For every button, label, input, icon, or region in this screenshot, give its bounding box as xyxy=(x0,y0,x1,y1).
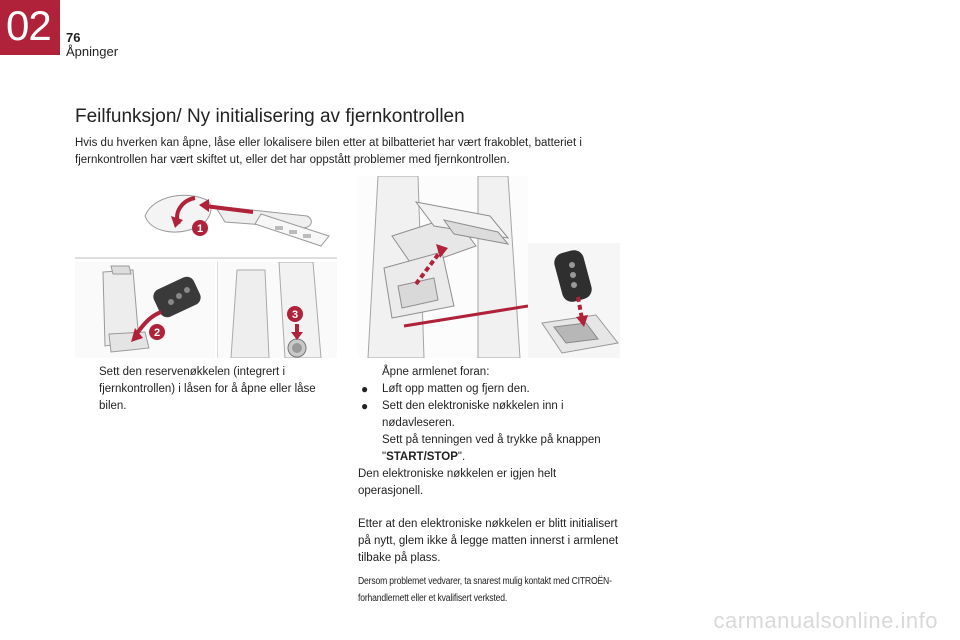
right-instructions xyxy=(358,364,620,607)
list-item xyxy=(358,381,620,398)
page-number: 76 xyxy=(66,30,81,45)
instruction-text-pre: Sett på tenningen ved å trykke på knappen " xyxy=(382,434,601,463)
dot-bullet-icon: ● xyxy=(361,399,369,413)
intro-paragraph: Hvis du hverken kan åpne, låse eller lokalisere bilen etter at bilbatteriet har vært frakoblet, batteriet i fjernkontrollen har vært skiftet ut, eller det har oppstått problemer med fjernkontrollen. xyxy=(75,137,582,166)
instruction-text: Løft opp matten og fjern den. xyxy=(382,383,530,395)
list-item xyxy=(358,398,620,432)
figure-start-button xyxy=(217,262,337,358)
list-item xyxy=(358,432,620,466)
instruction-text: Åpne armlenet foran: xyxy=(382,366,490,378)
left-instructions xyxy=(75,364,337,415)
instruction-text-post: ". xyxy=(457,451,466,463)
step-label-2: 2 xyxy=(153,327,161,339)
step-label-1: 1 xyxy=(196,223,204,235)
figure-key-in-lock xyxy=(75,262,215,358)
dot-bullet-icon: ● xyxy=(361,382,369,396)
step-label-3: 3 xyxy=(291,309,299,321)
result-paragraph: Den elektroniske nøkkelen er igjen helt operasjonell. xyxy=(358,468,557,497)
figure-key-removal xyxy=(75,176,337,260)
page-title: Feilfunksjon/ Ny initialisering av fjernkontrollen xyxy=(75,106,465,127)
chapter-number: 02 xyxy=(6,2,51,49)
figure-armrest xyxy=(358,176,528,358)
reminder-paragraph: Etter at den elektroniske nøkkelen er blitt initialisert på nytt, glem ikke å legge matten innerst i armlenet tilbake på plass. xyxy=(358,518,619,564)
figure-key-reader xyxy=(528,243,620,358)
chapter-tab xyxy=(0,0,60,55)
instruction-text: Sett den elektroniske nøkkelen inn i nødavleseren. xyxy=(382,400,564,429)
instruction-text: Sett den reservenøkkelen (integrert i fjernkontrollen) i låsen for å åpne eller låse bilen. xyxy=(99,366,316,412)
section-name: Åpninger xyxy=(66,44,119,59)
note-paragraph: Dersom problemet vedvarer, ta snarest mulig kontakt med CITROËN-forhandlernett eller et kvalifisert verksted. xyxy=(358,576,612,604)
start-stop-label: START/STOP xyxy=(386,451,458,463)
list-item xyxy=(358,364,620,381)
watermark: carmanualsonline.info xyxy=(713,608,938,633)
list-item xyxy=(75,364,337,415)
